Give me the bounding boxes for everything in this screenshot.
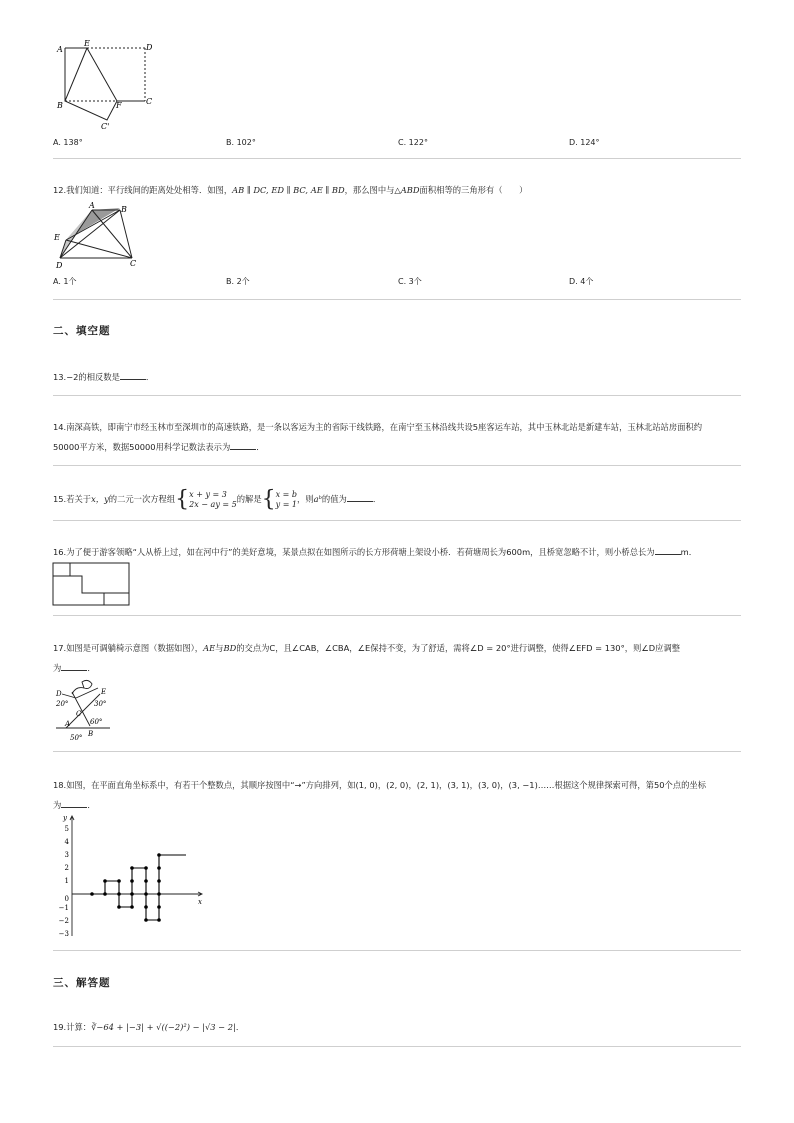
section-title-fill-blank: 二、填空题: [53, 325, 111, 337]
q18-ytick: 3: [64, 851, 69, 859]
q18-axis-y: y: [63, 814, 67, 822]
q17-answer-blank[interactable]: [61, 662, 87, 671]
q15-text3: 的解是: [236, 494, 262, 504]
q18-end: ．: [87, 800, 96, 810]
q15-brace: {: [175, 486, 190, 512]
q18-ytick: 4: [64, 838, 69, 846]
q17-text4: C，且∠CAB，∠CBA，∠E保持不变，为了舒适，需将∠D = 20°进行调整，使得∠EFD = 130°，则∠D应调整: [269, 643, 681, 653]
q11-label-e: E: [84, 39, 90, 48]
q13-answer-blank[interactable]: [120, 371, 146, 380]
q12-label-a: A: [89, 201, 95, 210]
divider: [53, 751, 741, 752]
q15-system: [189, 490, 237, 510]
q19-expression: ∛−64 + |−3| + √((−2)²) − |√3 − 2|: [91, 1022, 236, 1032]
q15-eq2: 2x − ay = 5: [189, 499, 237, 509]
q18-ytick: 2: [64, 864, 69, 872]
q17-end: ．: [87, 663, 96, 673]
q15-text2: 的二元一次方程组: [108, 494, 176, 504]
q14-line2: [53, 441, 265, 453]
q14-text: 50000平方米，数据50000用科学记数法表示为: [53, 442, 231, 452]
q17-label-b: B: [88, 730, 94, 738]
divider: [53, 158, 741, 159]
q13-end: ．: [145, 372, 155, 382]
q15-stem: [53, 486, 381, 512]
q17-text2: 与: [215, 643, 224, 653]
q12-stem-end: 面积相等的三角形有（ ）: [419, 185, 528, 195]
divider: [53, 950, 741, 951]
q11-figure: [55, 38, 165, 130]
q17-label-c: C: [76, 710, 82, 718]
q15-sol2: y = 1: [275, 499, 298, 509]
q11-label-b: B: [57, 101, 63, 110]
q12-stem-text: 12.我们知道：平行线间的距离处处相等．如图，: [53, 185, 233, 195]
q19-text: 19.计算：: [53, 1022, 92, 1032]
q17-label-30: 30°: [94, 700, 107, 708]
q15-vars: x，y: [91, 494, 109, 504]
q11-option-d[interactable]: D. 124°: [569, 138, 600, 147]
q15-text: 15.若关于: [53, 494, 92, 504]
q12-label-e: E: [54, 233, 60, 242]
divider: [53, 615, 741, 616]
q14-end: ．: [256, 442, 265, 452]
q11-label-a: A: [57, 45, 63, 54]
q18-ytick: 5: [64, 825, 69, 833]
q19-end: ．: [235, 1022, 245, 1032]
q18-axis-x: x: [198, 898, 202, 906]
q17-text3: 的交点为: [236, 643, 270, 653]
q17-label-20: 20°: [56, 700, 69, 708]
q11-option-c[interactable]: C. 122°: [398, 138, 428, 147]
q16-stem: [53, 546, 697, 558]
q12-option-a[interactable]: A. 1个: [53, 277, 77, 286]
q16-answer-blank[interactable]: [655, 546, 681, 555]
q12-option-d[interactable]: D. 4个: [569, 277, 594, 286]
q11-option-a[interactable]: A. 138°: [53, 138, 83, 147]
q12-figure: [52, 200, 142, 270]
q11-label-f: F: [116, 101, 122, 110]
q11-label-c: C: [146, 97, 153, 106]
q12-stem-math: AB ∥ DC, ED ∥ BC, AE ∥ BD: [232, 185, 345, 195]
q16-unit: m．: [680, 547, 697, 557]
q12-option-c[interactable]: C. 3个: [398, 277, 422, 286]
q17-label-60: 60°: [90, 718, 103, 726]
q17-line2: [53, 662, 96, 674]
q18-ytick: 0: [64, 895, 69, 903]
q11-option-b[interactable]: B. 102°: [226, 138, 256, 147]
q15-text5: 的值为: [321, 494, 347, 504]
q18-ytick: −3: [58, 930, 69, 938]
q15-answer-blank[interactable]: [347, 493, 373, 502]
q14-answer-blank[interactable]: [230, 441, 256, 450]
divider: [53, 299, 741, 300]
divider: [53, 520, 741, 521]
divider: [53, 1046, 741, 1047]
q15-sol1: x = b: [275, 489, 298, 499]
divider: [53, 465, 741, 466]
q17-label-50: 50°: [70, 734, 83, 742]
q16-text: 16.为了便于游客领略“人从桥上过，如在河中行”的美好意境，某景点拟在如图所示的长方形荷塘上架设小桥．若荷塘周长为600m，且桥宽忽略不计，则小桥总长为: [53, 547, 655, 557]
divider: [53, 395, 741, 396]
q12-stem: [53, 184, 527, 196]
q18-ytick: −2: [58, 917, 69, 925]
q17-math-bd: BD: [223, 643, 237, 653]
q15-end: ．: [372, 494, 382, 504]
q17-line1: [53, 642, 680, 654]
q12-stem-math2: ABD: [400, 185, 420, 195]
q17-figure: [52, 678, 114, 744]
q12-option-b[interactable]: B. 2个: [226, 277, 250, 286]
q14-line1: 14.南深高铁，即南宁市经玉林市至深圳市的高速铁路，是一条以客运为主的省际干线铁路，在南宁至玉林沿线共设5座客运车站，其中玉林北站是新建车站，玉林北站站房面积约: [53, 422, 703, 432]
q18-answer-blank[interactable]: [61, 799, 87, 808]
q12-label-b: B: [121, 205, 127, 214]
q15-brace2: {: [261, 486, 276, 512]
q15-text4: ，则: [297, 494, 314, 504]
q15-expr: aᵇ: [313, 494, 322, 504]
q15-solution: [276, 490, 297, 510]
q17-text5: 为: [53, 663, 62, 673]
q17-math-ae: AE: [203, 643, 216, 653]
q18-line2: [53, 799, 96, 811]
q11-label-d: D: [146, 43, 153, 52]
q17-text: 17.如图是可调躺椅示意图（数据如图），: [53, 643, 204, 653]
q12-label-d: D: [56, 261, 63, 270]
q18-line1: 18.如图，在平面直角坐标系中，有若干个整数点，其顺序按图中“→”方向排列，如(1, 0)，(2, 0)，(2, 1)，(3, 1)，(3, 0)，(3, −1)……根据这个规律探索可得，第50个点的坐标: [53, 780, 707, 790]
q18-text: 为: [53, 800, 62, 810]
q18-ytick: −1: [58, 904, 69, 912]
q16-figure: [52, 562, 132, 608]
q18-figure: [58, 812, 208, 942]
q12-label-c: C: [130, 259, 137, 268]
q19-stem: [53, 1021, 244, 1033]
q17-label-e: E: [101, 688, 107, 696]
q17-label-d: D: [56, 690, 62, 698]
section-title-solve: 三、解答题: [53, 977, 111, 989]
q18-ytick: 1: [64, 877, 69, 885]
q15-eq1: x + y = 3: [189, 489, 227, 499]
q11-label-cprime: C': [101, 122, 110, 130]
q12-stem-text2: ，那么图中与△: [344, 185, 401, 195]
q13-text: 13.−2的相反数是: [53, 372, 120, 382]
q18-points: [90, 853, 161, 922]
q13-stem: [53, 371, 154, 383]
q17-label-a: A: [65, 720, 71, 728]
